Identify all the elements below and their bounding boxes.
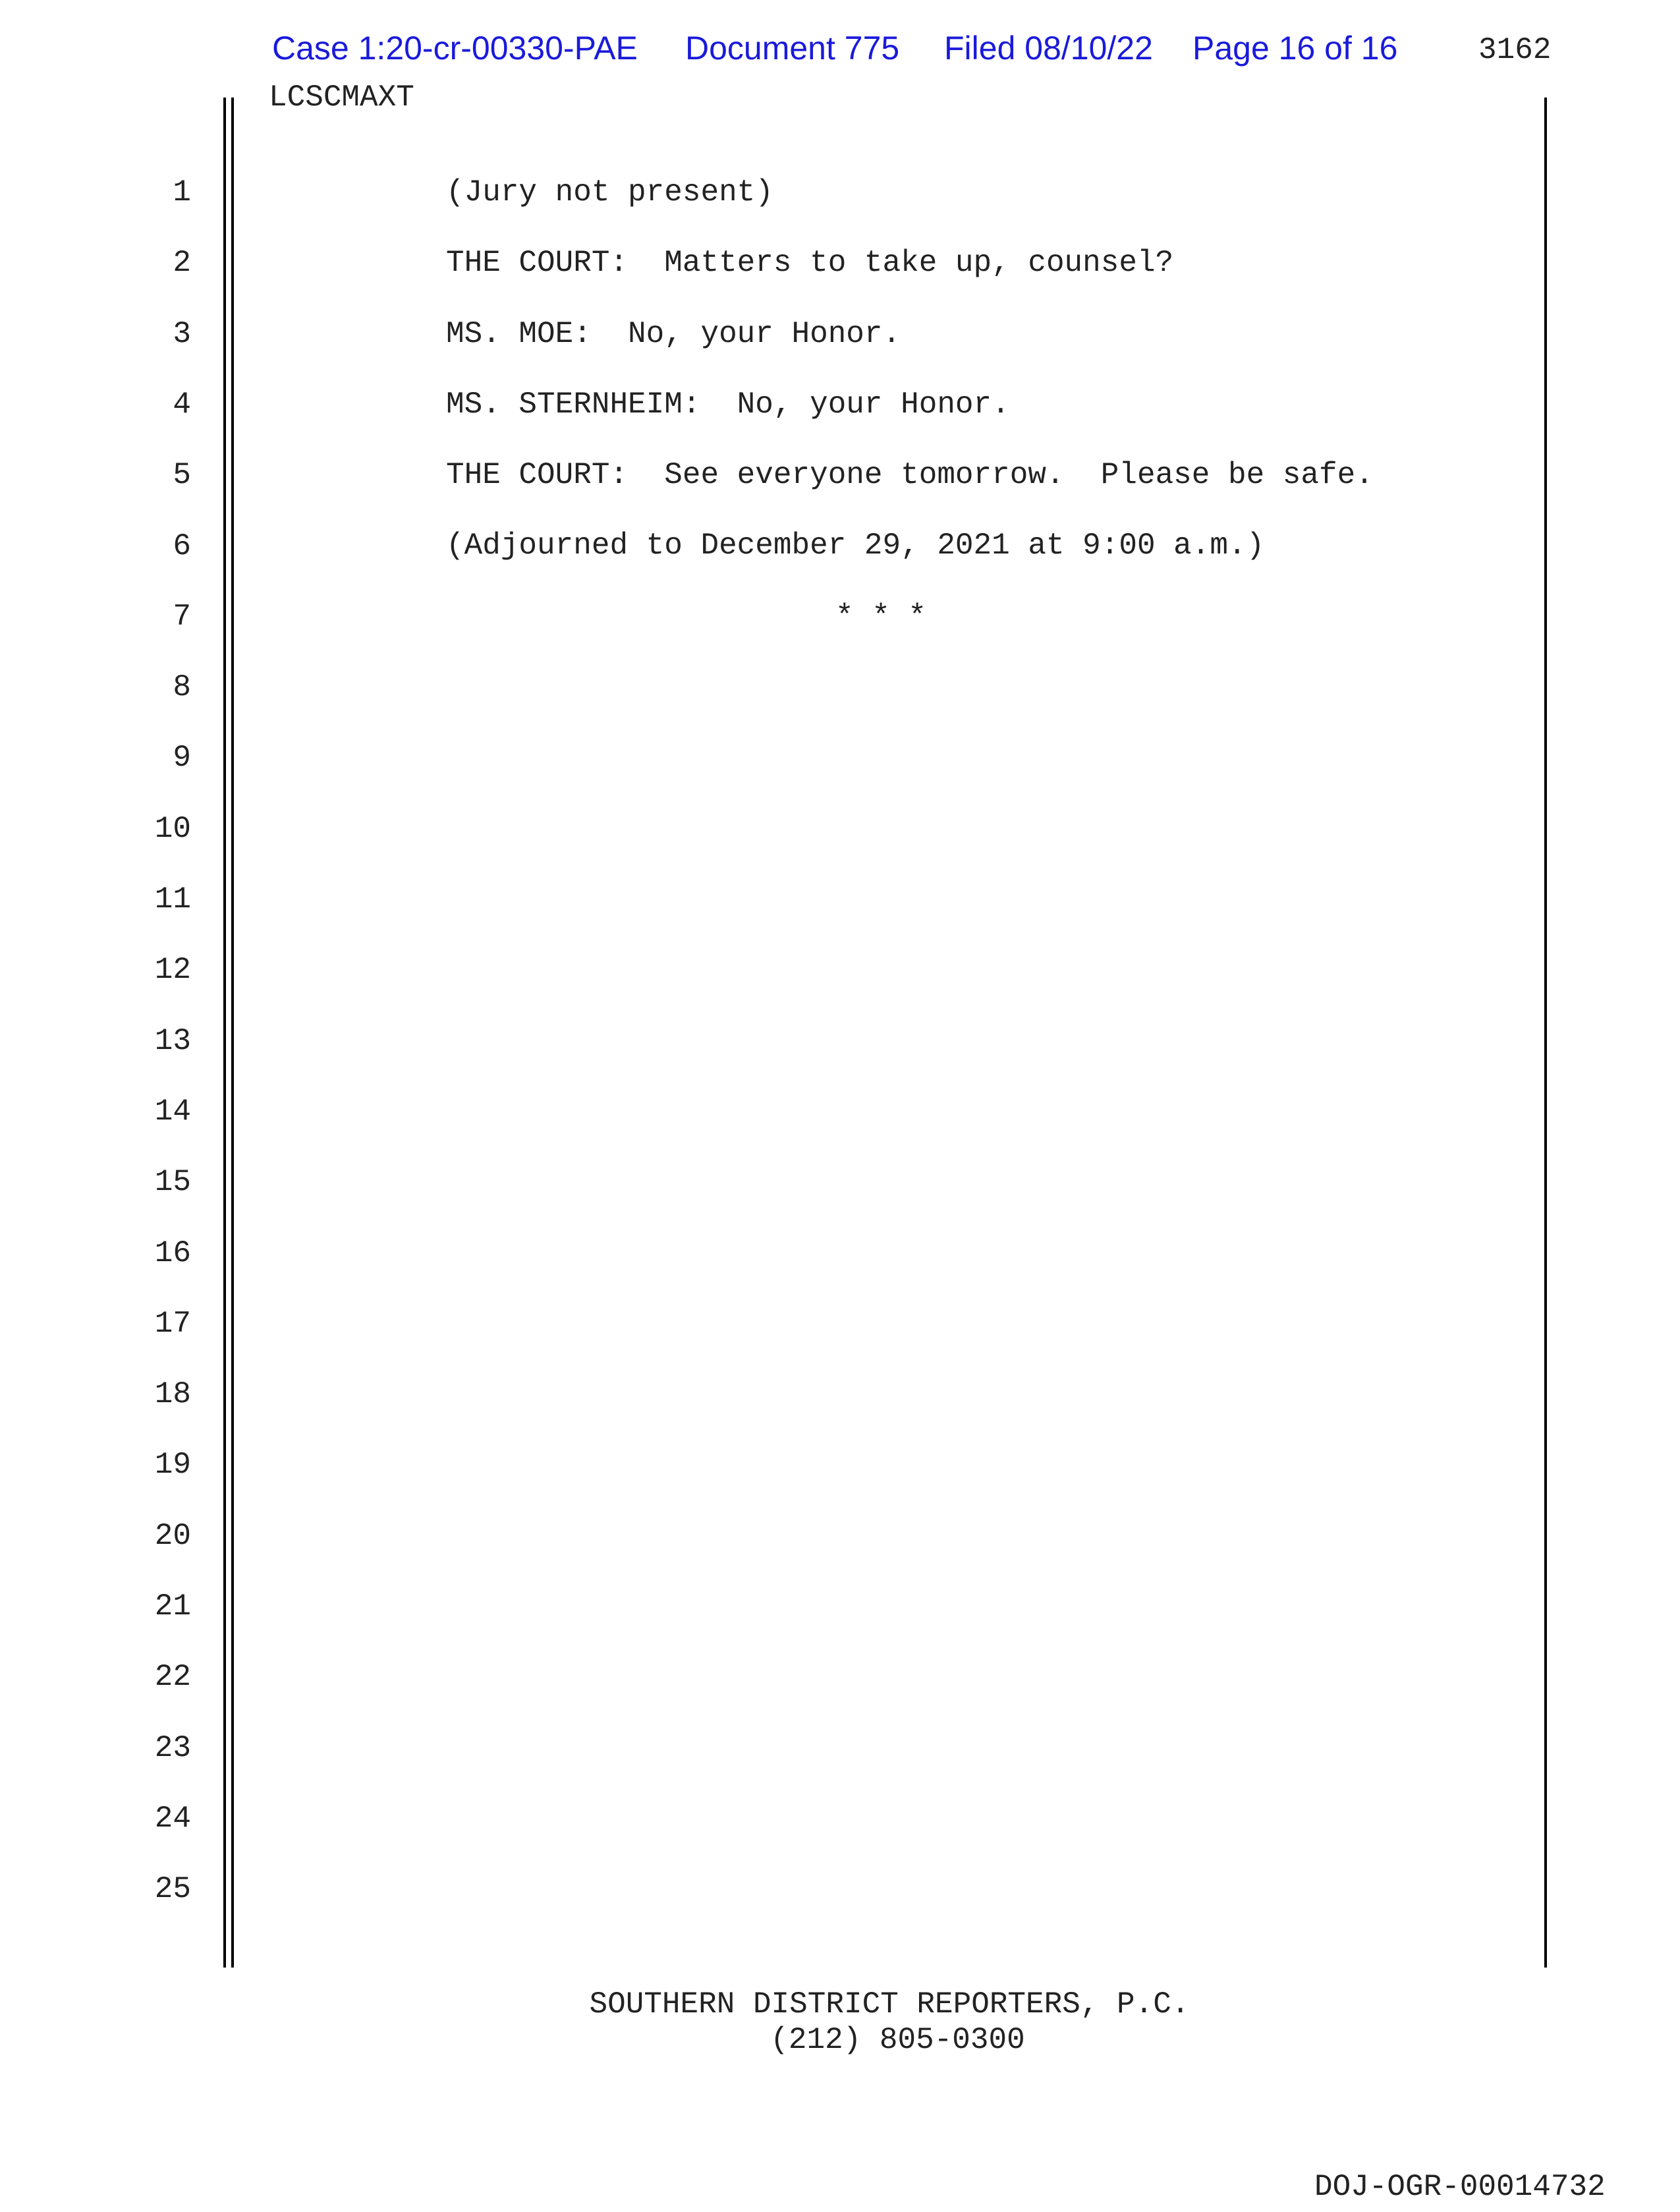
line-number: 21 bbox=[154, 1589, 191, 1624]
line-number: 13 bbox=[154, 1024, 191, 1058]
line-number: 1 bbox=[173, 175, 191, 210]
line-number: 20 bbox=[154, 1519, 191, 1553]
transcript-page-number: 3162 bbox=[1478, 33, 1552, 67]
transcript-line-4: MS. STERNHEIM: No, your Honor. bbox=[446, 387, 1010, 422]
page-count-stamp: Page 16 of 16 bbox=[1192, 30, 1398, 67]
line-number: 10 bbox=[154, 812, 191, 846]
line-number: 25 bbox=[154, 1872, 191, 1906]
line-number: 5 bbox=[173, 458, 191, 492]
line-number: 18 bbox=[154, 1377, 191, 1411]
reporter-phone: (212) 805-0300 bbox=[770, 2023, 1025, 2057]
transcript-line-2: THE COURT: Matters to take up, counsel? bbox=[446, 246, 1174, 280]
transcript-line-1: (Jury not present) bbox=[446, 175, 773, 210]
line-number: 14 bbox=[154, 1094, 191, 1129]
line-number: 7 bbox=[173, 600, 191, 634]
line-number: 6 bbox=[173, 529, 191, 563]
transcript-line-3: MS. MOE: No, your Honor. bbox=[446, 317, 901, 351]
bates-number: DOJ-OGR-00014732 bbox=[1314, 2170, 1606, 2204]
left-margin-rule bbox=[223, 98, 226, 1968]
line-number: 19 bbox=[154, 1448, 191, 1482]
right-margin-rule bbox=[1544, 98, 1547, 1968]
case-number-stamp: Case 1:20-cr-00330-PAE bbox=[272, 30, 638, 67]
line-number: 12 bbox=[154, 953, 191, 987]
line-number: 23 bbox=[154, 1731, 191, 1765]
filed-date-stamp: Filed 08/10/22 bbox=[944, 30, 1153, 67]
header-code: LCSCMAXT bbox=[269, 80, 414, 115]
line-number: 4 bbox=[173, 387, 191, 422]
line-number: 15 bbox=[154, 1165, 191, 1199]
section-break: * * * bbox=[835, 600, 927, 634]
line-number: 24 bbox=[154, 1801, 191, 1836]
reporter-name: SOUTHERN DISTRICT REPORTERS, P.C. bbox=[589, 1987, 1190, 2022]
line-number: 22 bbox=[154, 1660, 191, 1694]
line-number: 17 bbox=[154, 1307, 191, 1341]
left-margin-rule-inner bbox=[231, 98, 234, 1968]
line-number: 8 bbox=[173, 670, 191, 704]
line-number: 9 bbox=[173, 741, 191, 775]
transcript-line-6: (Adjourned to December 29, 2021 at 9:00 a.m.) bbox=[446, 528, 1265, 563]
line-number: 16 bbox=[154, 1236, 191, 1270]
transcript-line-5: THE COURT: See everyone tomorrow. Please be safe. bbox=[446, 458, 1374, 492]
line-number: 11 bbox=[154, 882, 191, 917]
line-number: 3 bbox=[173, 317, 191, 351]
document-number-stamp: Document 775 bbox=[685, 30, 900, 67]
line-number: 2 bbox=[173, 246, 191, 280]
